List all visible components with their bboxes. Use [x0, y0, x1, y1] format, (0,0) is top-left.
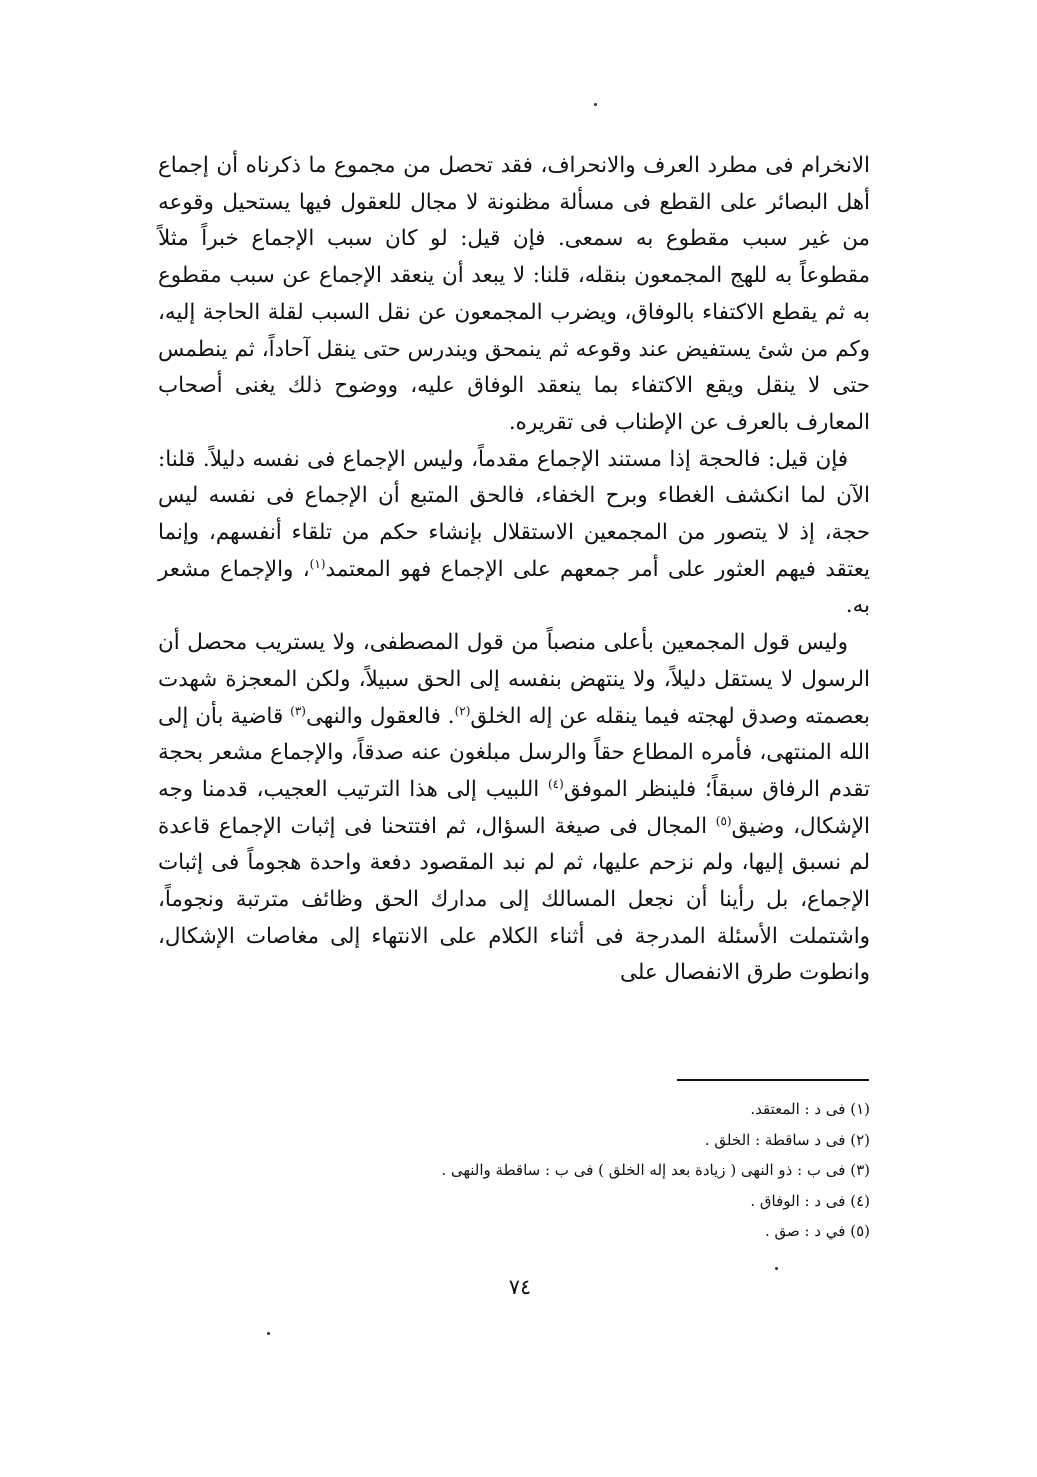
footnote-marker: (٤) [547, 776, 564, 791]
main-text [158, 148, 870, 992]
footnote-3: (٣) فى ب : ذو النهى ( زيادة بعد إله الخلق ) فى ب : ساقطة والنهى . [441, 1161, 870, 1179]
paragraph-text: ، والإجماع مشعر به. [158, 556, 870, 619]
paragraph-text: وليس قول المجمعين بأعلى منصباً من قول المصطفى، ولا يستريب محصل أن الرسول لا يستقل دليلاً، ولا ينتهض بنفسه إلى الحق سبيلاً، ولكن المعجزة شهدت بعصمته وصدق لهجته فيما ينقله عن إله الخلق [158, 630, 870, 729]
footnote-marker: (٣) [290, 703, 306, 718]
footnote-separator [677, 1079, 869, 1081]
footnote-marker: (٥) [715, 813, 732, 828]
paragraph-text: قاضية بأن إلى الله المنتهى، فأمره المطاع حقاً والرسل مبلغون عنه صدقاً، والإجماع مشعر بحجة تقدم الرفاق سبقاً؛ فلينظر الموفق [158, 703, 870, 802]
footnote-2: (٢) فى د ساقطة : الخلق . [704, 1130, 870, 1149]
footnote-marker: (١) [309, 556, 326, 571]
scan-speck [594, 103, 597, 106]
footnote-4: (٤) فى د : الوفاق . [750, 1191, 870, 1210]
paragraph-text: فإن قيل: فالحجة إذا مستند الإجماع مقدماً، وليس الإجماع فى نفسه دليلاً. قلنا: الآن لما انكشف الغطاء وبرح الخفاء، فالحق المتبع أن الإجماع فى نفسه ليس حجة، إذ لا يتصور من المجمعين الاستقلال بإنشاء حكم من تلقاء أنفسهم، وإنما يعتقد فيهم العثور على أمر جمعهم على الإجماع فهو المعتمد [158, 446, 870, 582]
paragraph-text: اللبيب إلى هذا الترتيب العجيب، قدمنا وجه الإشكال، وضيق [158, 776, 870, 839]
paragraph-p3 [158, 625, 870, 992]
footnote-5: (٥) في د : صق . [764, 1222, 870, 1240]
footnote-1: (١) فى د : المعتقد. [750, 1100, 870, 1118]
footnotes [300, 1094, 870, 1247]
paragraph-text: . فالعقول والنهى [305, 703, 455, 729]
paragraph-p2 [158, 442, 870, 626]
page-number: ٧٤ [508, 1275, 532, 1299]
paragraph-text: المجال فى صيغة السؤال، ثم افتتحنا فى إثبات الإجماع قاعدة لم نسبق إليها، ولم نزحم عليها، ثم لم نبد المقصود دفعة واحدة هجوماً فى إثبات الإجماع، بل رأينا أن نجعل المسالك إلى مدارك الحق وظائف مترتبة ونجوماً، واشتملت الأسئلة المدرجة فى أثناء الكلام على الانتهاء إلى مغاصات الإشكال، وانطوت طرق الانفصال على [158, 813, 870, 986]
scan-speck [775, 1267, 778, 1270]
scan-speck [267, 1332, 270, 1335]
paragraph-text: الانخرام فى مطرد العرف والانحراف، فقد تحصل من مجموع ما ذكرناه أن إجماع أهل البصائر على القطع فى مسألة مظنونة لا مجال للعقول فيها يستحيل وقوعه من غير سبب مقطوع به سمعى. فإن قيل: لو كان سبب الإجماع خبراً مثلاً مقطوعاً به للهج المجمعون بنقله، قلنا: لا يبعد أن ينعقد الإجماع عن سبب مقطوع به ثم يقطع الاكتفاء بالوفاق، ويضرب المجمعون عن نقل السبب لقلة الحاجة إليه، وكم من شئ يستفيض عند وقوعه ثم ينمحق ويندرس حتى ينقل آحاداً، ثم ينطمس حتى لا ينقل ويقع الاكتفاء بما ينعقد الوفاق عليه، ووضوح ذلك يغنى أصحاب المعارف بالعرف عن الإطناب فى تقريره. [158, 153, 870, 435]
footnote-marker: (٢) [454, 703, 471, 718]
paragraph-p1 [158, 148, 870, 442]
